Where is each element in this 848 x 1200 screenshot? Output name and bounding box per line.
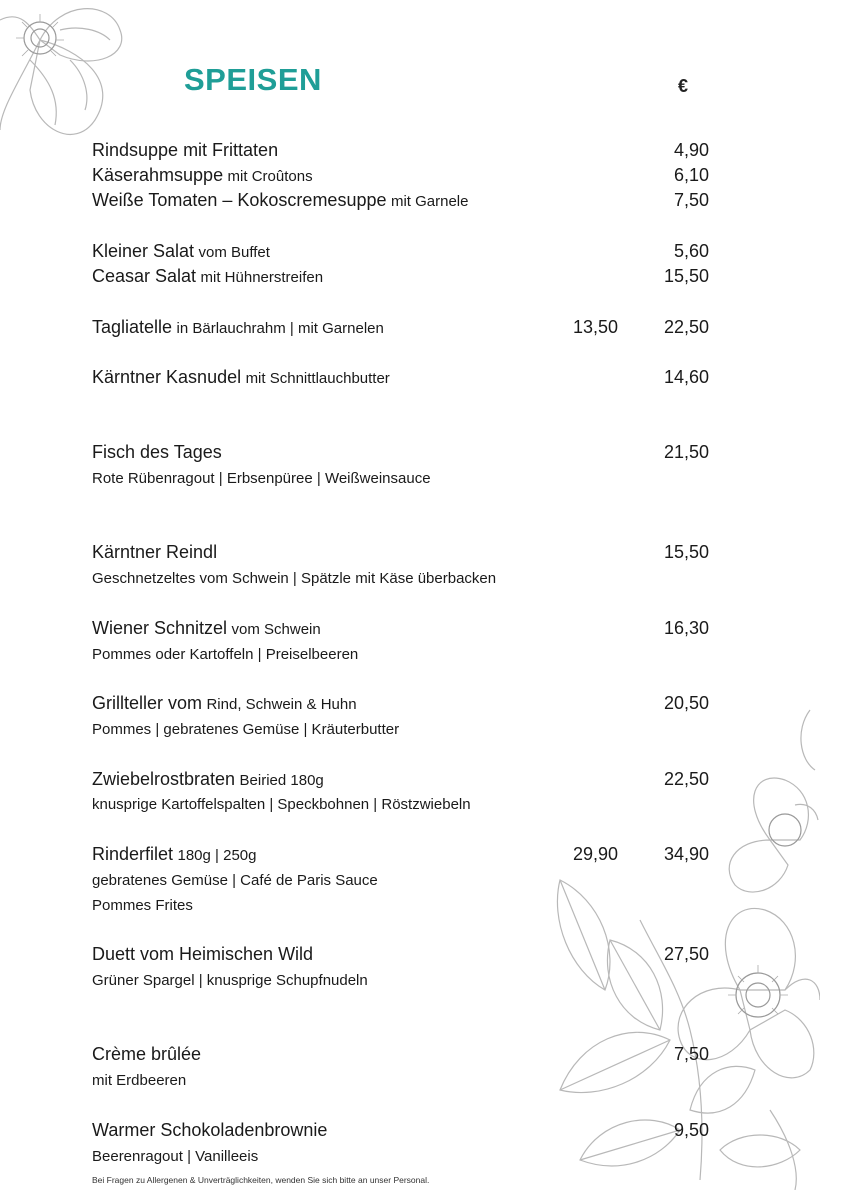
item-name: Fisch des Tages [92,442,222,462]
item-name: Rinderfilet [92,844,174,864]
item-name: Warmer Schokoladenbrownie [92,1120,328,1140]
flower-illustration-bottom-right [540,690,820,1190]
item-price: 7,50 [673,1044,709,1064]
item-note: mit Croûtons [227,168,313,185]
menu-item [92,944,313,965]
currency-label: € [678,76,689,96]
item-note: Rind, Schwein & Huhn [206,696,357,713]
item-description: Beerenragout | Vanilleeis [92,1148,259,1165]
item-name: Wiener Schnitzel [92,618,228,638]
item-note: Beiried 180g [239,772,324,789]
item-note: mit Hühnerstreifen [200,269,324,286]
item-name: Käserahmsuppe [92,165,224,185]
allergen-notice: Bei Fragen zu Allergenen & Unverträglichkeiten, wenden Sie sich bitte an unser Personal. [92,1175,430,1185]
item-description: Pommes Frites [92,897,193,914]
item-description: knusprige Kartoffelspalten | Speckbohnen | Röstzwiebeln [92,796,471,813]
menu-item [92,266,323,287]
menu-item [92,317,384,338]
item-price: 22,50 [663,317,709,337]
item-note: in Bärlauchrahm | mit Garnelen [176,320,384,337]
menu-item [92,140,278,161]
flower-illustration-top-left [0,0,150,160]
item-price: 20,50 [663,693,709,713]
menu-item [92,1120,327,1141]
item-name: Ceasar Salat [92,266,197,286]
menu-item [92,367,390,388]
item-price: 22,50 [663,769,709,789]
menu-item [92,241,270,262]
item-description: mit Erdbeeren [92,1072,187,1089]
item-name: Rindsuppe mit Frittaten [92,140,279,160]
item-price: 6,10 [673,165,709,185]
item-note: mit Garnele [390,193,469,210]
item-price: 15,50 [663,542,709,562]
item-description: gebratenes Gemüse | Café de Paris Sauce [92,872,378,889]
menu-item [92,442,222,463]
item-note: vom Schwein [231,621,321,638]
item-name: Weiße Tomaten – Kokoscremesuppe [92,190,387,210]
item-name: Crème brûlée [92,1044,202,1064]
menu-item [92,1044,201,1065]
item-description: Geschnetzeltes vom Schwein | Spätzle mit Käse überbacken [92,570,497,587]
item-description: Pommes oder Kartoffeln | Preiselbeeren [92,646,359,663]
item-note: mit Schnittlauchbutter [245,370,390,387]
item-price: 21,50 [663,442,709,462]
item-name: Kärntner Reindl [92,542,218,562]
menu-heading: SPEISEN [184,62,322,97]
item-price: 4,90 [673,140,709,160]
menu-item [92,190,468,211]
item-price: 15,50 [663,266,709,286]
item-note: 180g | 250g [177,847,257,864]
item-name: Duett vom Heimischen Wild [92,944,314,964]
item-price-small: 13,50 [572,317,618,337]
menu-item [92,618,321,639]
item-description: Grüner Spargel | knusprige Schupfnudeln [92,972,368,989]
item-description: Pommes | gebratenes Gemüse | Kräuterbutter [92,721,400,738]
item-note: vom Buffet [198,244,270,261]
item-description: Rote Rübenragout | Erbsenpüree | Weißweinsauce [92,470,431,487]
item-price: 34,90 [663,844,709,864]
menu-item [92,165,313,186]
item-name: Kärntner Kasnudel [92,367,242,387]
item-price: 14,60 [663,367,709,387]
menu-item [92,844,256,865]
item-price: 5,60 [673,241,709,261]
menu-item [92,542,217,563]
item-price-small: 29,90 [572,844,618,864]
item-name: Tagliatelle [92,317,173,337]
item-price: 9,50 [673,1120,709,1140]
menu-item [92,769,324,790]
item-price: 16,30 [663,618,709,638]
item-name: Zwiebelrostbraten [92,769,236,789]
item-price: 7,50 [673,190,709,210]
menu-item [92,693,357,714]
item-name: Grillteller vom [92,693,203,713]
item-name: Kleiner Salat [92,241,195,261]
item-price: 27,50 [663,944,709,964]
